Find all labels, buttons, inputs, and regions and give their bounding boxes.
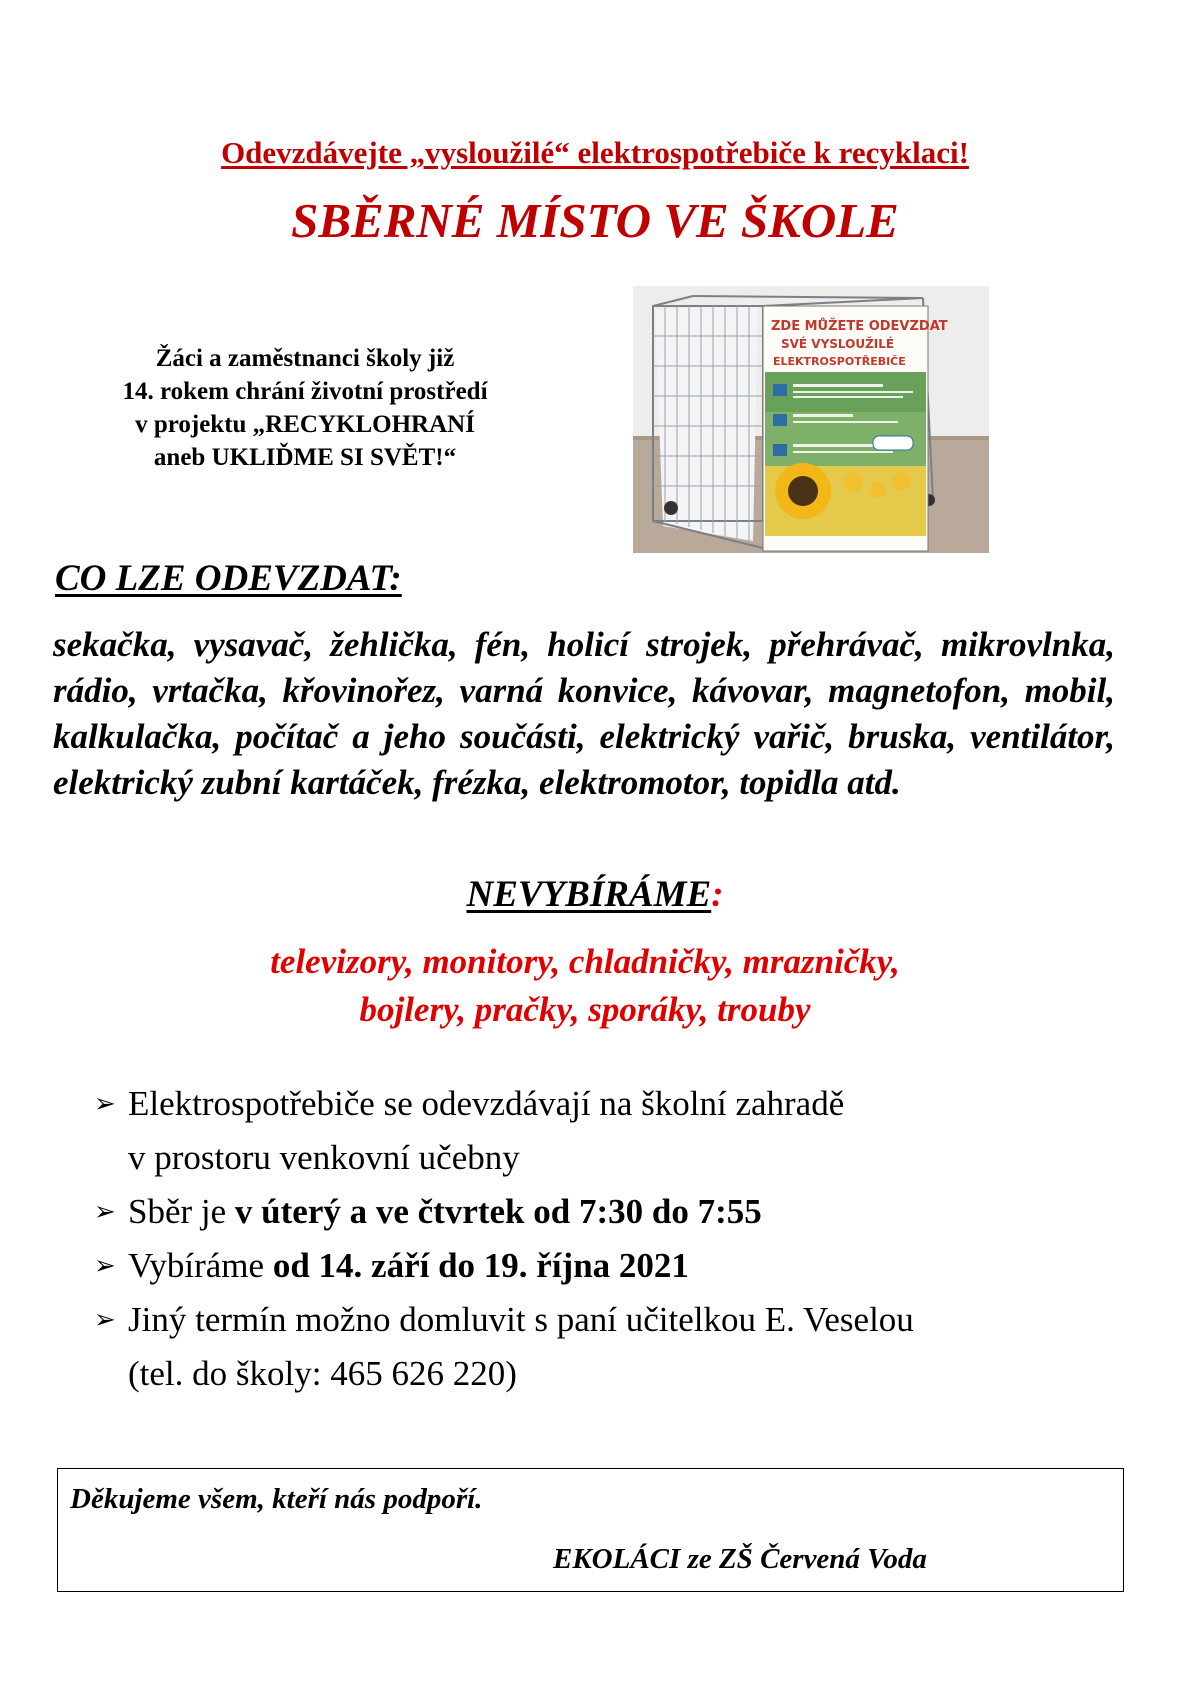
list-item-text: Vybíráme bbox=[128, 1246, 273, 1285]
list-item bbox=[94, 1293, 1094, 1401]
not-accepted-line: televizory, monitory, chladničky, mrazničky, bbox=[270, 942, 900, 981]
intro-line: v projektu „RECYKLOHRANÍ bbox=[135, 411, 475, 438]
footer-box bbox=[57, 1468, 1124, 1592]
collection-dates: od 14. září do 19. října 2021 bbox=[272, 1246, 689, 1285]
arrow-bullet-icon: ➢ bbox=[94, 1197, 116, 1227]
collection-days: v úterý a ve čtvrtek od 7:30 do 7:55 bbox=[234, 1192, 762, 1231]
collection-bin-photo bbox=[633, 286, 989, 553]
not-accepted-heading bbox=[0, 873, 1190, 916]
accepted-heading: CO LZE ODEVZDAT: bbox=[55, 558, 402, 599]
intro-line: aneb UKLIĎME SI SVĚT!“ bbox=[153, 444, 457, 471]
list-item-text: Sběr je bbox=[128, 1192, 235, 1231]
accepted-items: sekačka, vysavač, žehlička, fén, holicí strojek, přehrávač, mikrovlnka, rádio, vrtačka, křovinořez, varná konvice, kávovar, magnetofon, mobil, kalkulačka, počítač a jeho součásti, elektrický vařič, bruska, ventilátor, elektrický zubní kartáček, frézka, elektromotor, topidla atd. bbox=[53, 625, 1115, 802]
not-accepted-label: NEVYBÍRÁME bbox=[466, 874, 712, 915]
list-item-text: v prostoru venkovní učebny bbox=[128, 1138, 520, 1177]
not-accepted-colon: : bbox=[711, 874, 724, 915]
not-accepted-line: bojlery, pračky, sporáky, trouby bbox=[359, 990, 811, 1029]
page-title: SBĚRNÉ MÍSTO VE ŠKOLE bbox=[291, 193, 899, 248]
thanks-text: Děkujeme všem, kteří nás podpoří. bbox=[70, 1483, 483, 1515]
signature: EKOLÁCI ze ZŠ Červená Voda bbox=[553, 1543, 927, 1575]
list-item-text: Elektrospotřebiče se odevzdávají na školní zahradě bbox=[128, 1084, 845, 1123]
contact-phone: (tel. do školy: 465 626 220) bbox=[128, 1354, 517, 1393]
list-item-text: Jiný termín možno domluvit s paní učitelkou E. Veselou bbox=[128, 1300, 914, 1339]
intro-line: 14. rokem chrání životní prostředí bbox=[122, 378, 488, 405]
list-item bbox=[94, 1077, 1094, 1185]
list-item bbox=[94, 1185, 1094, 1239]
svg-text:ELEKTROSPOTŘEBIČE: ELEKTROSPOTŘEBIČE bbox=[773, 355, 906, 368]
top-heading: Odevzdávejte „vysloužilé“ elektrospotřebiče k recyklaci! bbox=[221, 135, 969, 170]
arrow-bullet-icon: ➢ bbox=[94, 1251, 116, 1281]
svg-text:ZDE MŮŽETE ODEVZDAT: ZDE MŮŽETE ODEVZDAT bbox=[771, 319, 948, 334]
arrow-bullet-icon: ➢ bbox=[94, 1305, 116, 1335]
intro-text bbox=[60, 342, 550, 474]
svg-text:SVÉ VYSLOUŽILÉ: SVÉ VYSLOUŽILÉ bbox=[781, 337, 895, 351]
arrow-bullet-icon: ➢ bbox=[94, 1089, 116, 1119]
info-list bbox=[94, 1077, 1094, 1401]
list-item bbox=[94, 1239, 1094, 1293]
not-accepted-items bbox=[0, 938, 1170, 1034]
intro-line: Žáci a zaměstnanci školy již bbox=[155, 345, 455, 372]
